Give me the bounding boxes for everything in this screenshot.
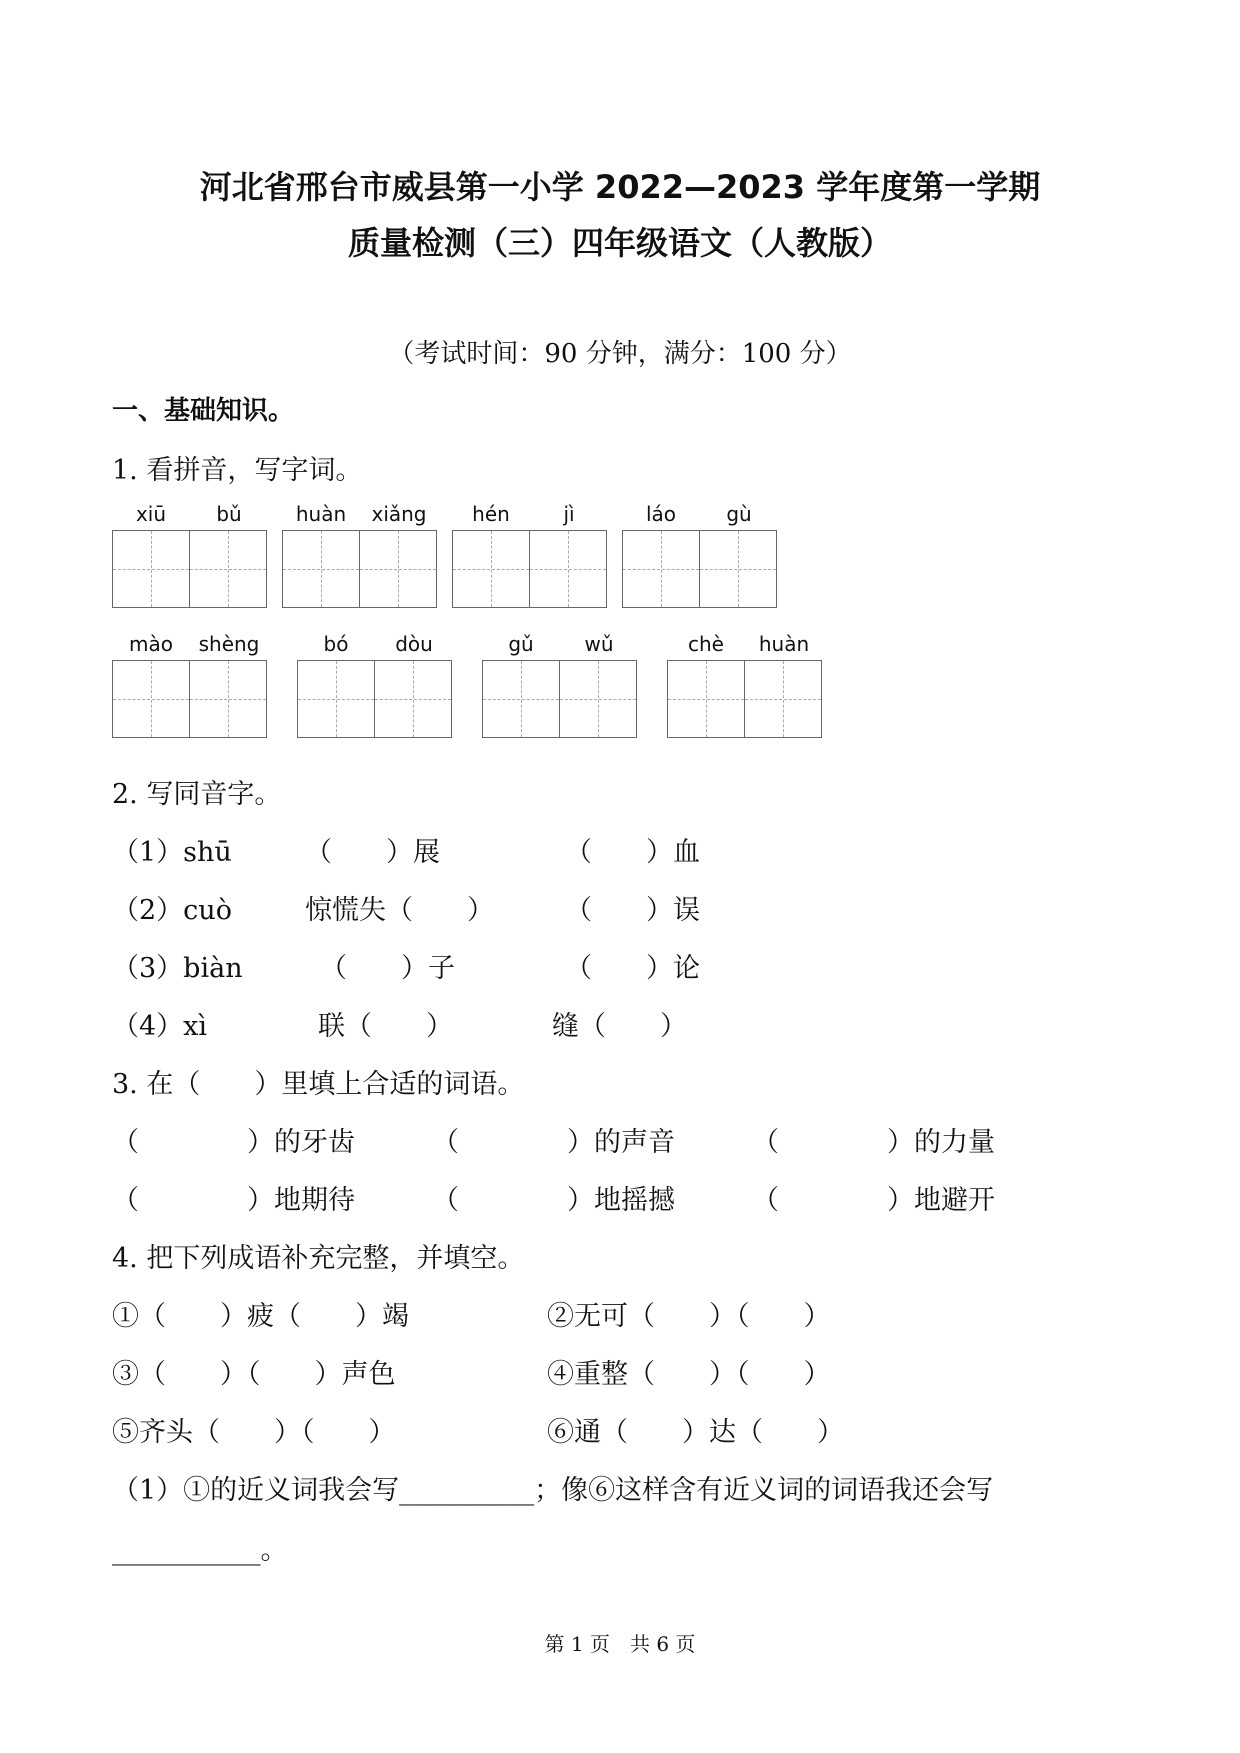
pinyin-label: gǔ [508,632,534,656]
grid-cell[interactable] [374,661,451,737]
grid-cell[interactable] [699,531,776,607]
grid-cell[interactable] [559,661,636,737]
pinyin-label: mào [129,632,173,656]
homophone-blank[interactable]: 惊慌失（ ） [305,895,494,926]
homophone-blank[interactable]: （ ）论 [565,953,700,984]
fill-blank-phrase[interactable]: （ ）地避开 [752,1185,995,1216]
title-line-1: 河北省邢台市威县第一小学 2022—2023 学年度第一学期 [199,168,1041,206]
grid-cell[interactable] [744,661,821,737]
grid-cell[interactable] [113,531,189,607]
idiom-blank[interactable]: ③（ ）（ ）声色 [112,1359,396,1390]
pinyin-label: gù [726,502,752,526]
page-footer: 第 1 页 共 6 页 [544,1632,696,1656]
fill-blank-phrase[interactable]: （ ）地期待 [112,1185,355,1216]
homophone-blank[interactable]: （ ）血 [565,837,700,868]
writing-grid[interactable] [667,660,822,738]
fill-blank-phrase[interactable]: （ ）的牙齿 [112,1127,355,1158]
homophone-blank[interactable]: 缝（ ） [552,1011,687,1042]
writing-grid[interactable] [112,530,267,608]
grid-cell[interactable] [529,531,606,607]
homophone-blank[interactable]: （ ）误 [565,895,700,926]
idiom-blank[interactable]: ②无可（ ）（ ） [547,1301,831,1332]
pinyin-label: xiǎng [371,502,427,526]
grid-cell[interactable] [453,531,529,607]
sub-question-1-continued[interactable]: ___________。 [112,1535,288,1566]
idiom-blank[interactable]: ④重整（ ）（ ） [547,1359,831,1390]
pinyin-label: láo [645,502,677,526]
grid-cell[interactable] [298,661,374,737]
writing-grid[interactable] [622,530,777,608]
pinyin-label: shèng [198,632,260,656]
exam-info: （考试时间：90 分钟，满分：100 分） [388,339,852,369]
section-heading: 一、基础知识。 [112,396,295,426]
fill-blank-phrase[interactable]: （ ）的声音 [432,1127,675,1158]
grid-cell[interactable] [668,661,744,737]
homophone-blank[interactable]: （ ）子 [320,953,455,984]
pinyin-label: xiū [135,502,167,526]
question-1-prompt: 1. 看拼音，写字词。 [112,455,363,486]
pinyin-label: bó [323,632,349,656]
title-line-2: 质量检测（三）四年级语文（人教版） [347,224,892,262]
question-4-prompt: 4. 把下列成语补充完整，并填空。 [112,1243,525,1274]
question-3-prompt: 3. 在（ ）里填上合适的词语。 [112,1069,525,1100]
homophone-blank[interactable]: 联（ ） [318,1011,453,1042]
pinyin-label: bǔ [216,502,242,526]
idiom-blank[interactable]: ⑥通（ ）达（ ） [547,1417,844,1448]
fill-blank-phrase[interactable]: （ ）的力量 [752,1127,995,1158]
idiom-blank[interactable]: ⑤齐头（ ）（ ） [112,1417,396,1448]
homophone-label: （3）biàn [112,953,243,984]
pinyin-label: chè [688,632,724,656]
grid-cell[interactable] [189,661,266,737]
pinyin-label: huàn [295,502,347,526]
grid-cell[interactable] [483,661,559,737]
writing-grid[interactable] [482,660,637,738]
pinyin-label: wǔ [584,632,614,656]
grid-cell[interactable] [189,531,266,607]
writing-grid[interactable] [297,660,452,738]
pinyin-label: dòu [395,632,433,656]
homophone-label: （1）shū [112,837,232,868]
homophone-label: （4）xì [112,1011,208,1042]
homophone-blank[interactable]: （ ）展 [305,837,440,868]
writing-grid[interactable] [282,530,437,608]
sub-question-1[interactable]: （1）①的近义词我会写__________；像⑥这样含有近义词的词语我还会写 [112,1475,994,1506]
grid-cell[interactable] [283,531,359,607]
writing-grid[interactable] [452,530,607,608]
grid-cell[interactable] [113,661,189,737]
grid-cell[interactable] [623,531,699,607]
homophone-label: （2）cuò [112,895,232,926]
idiom-blank[interactable]: ①（ ）疲（ ）竭 [112,1301,409,1332]
pinyin-label: jì [563,502,575,526]
question-2-prompt: 2. 写同音字。 [112,779,282,810]
pinyin-label: hén [472,502,510,526]
fill-blank-phrase[interactable]: （ ）地摇撼 [432,1185,675,1216]
grid-cell[interactable] [359,531,436,607]
writing-grid[interactable] [112,660,267,738]
pinyin-label: huàn [758,632,810,656]
